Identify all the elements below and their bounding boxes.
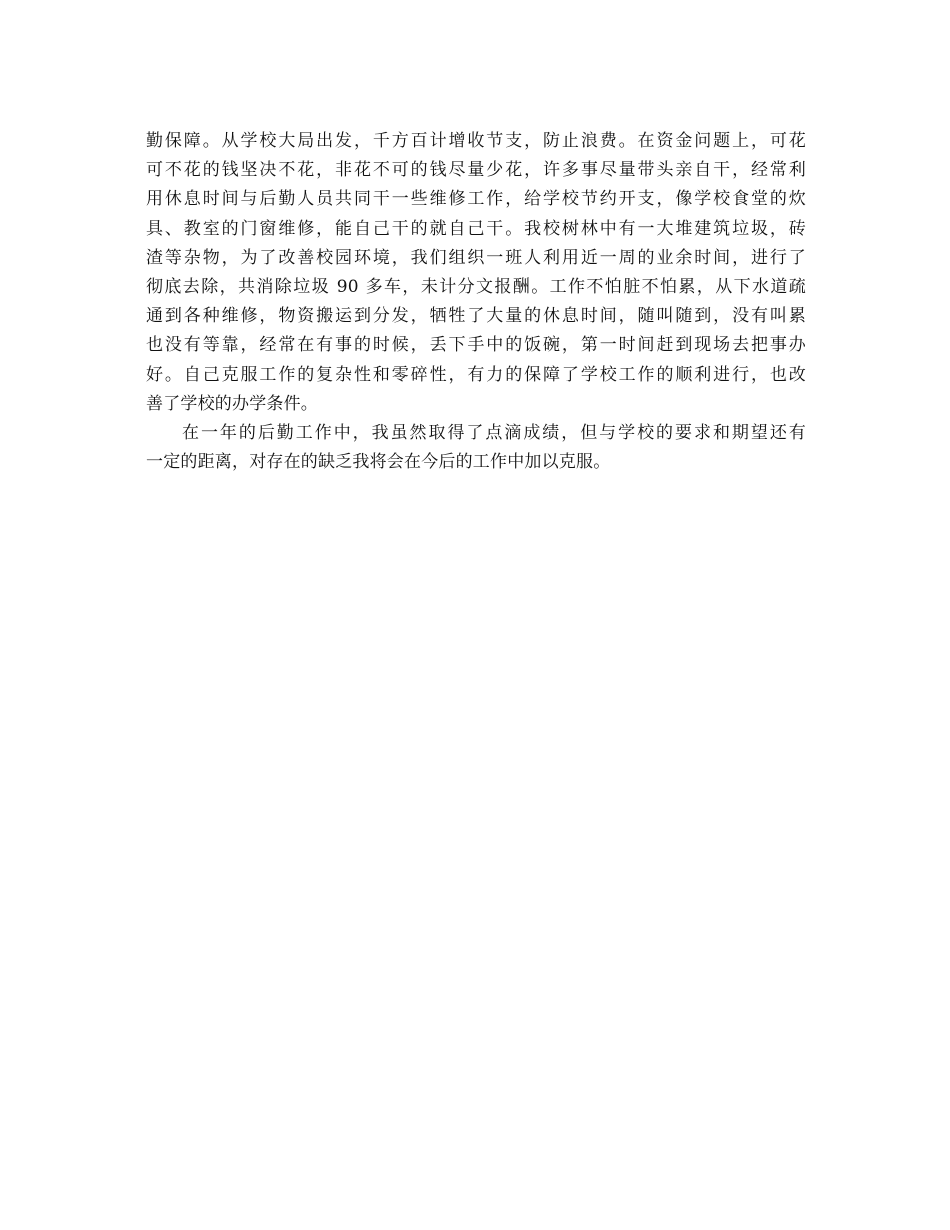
text-line: 善了学校的办学条件。 — [146, 393, 318, 414]
text-line: 具、教室的门窗维修，能自己干的就自己干。我校树林中有一大堆建筑垃圾，砖 — [146, 218, 806, 239]
text-line: 也没有等靠，经常在有事的时候，丢下手中的饭碗，第一时间赶到现场去把事办 — [146, 335, 806, 356]
text-line: 通到各种维修，物资搬运到分发，牺牲了大量的休息时间，随叫随到，没有叫累 — [146, 306, 806, 327]
document-body — [146, 127, 806, 477]
text-line: 彻底去除，共消除垃圾 90 多车，未计分文报酬。工作不怕脏不怕累，从下水道疏 — [146, 276, 806, 297]
text-line: 好。自己克服工作的复杂性和零碎性，有力的保障了学校工作的顺利进行，也改 — [146, 364, 806, 385]
paragraph-1 — [146, 127, 806, 419]
text-line: 一定的距离，对存在的缺乏我将会在今后的工作中加以克服。 — [146, 452, 611, 473]
text-line: 在一年的后勤工作中，我虽然取得了点滴成绩，但与学校的要求和期望还有 — [182, 422, 806, 443]
text-line: 用休息时间与后勤人员共同干一些维修工作，给学校节约开支，像学校食堂的炊 — [146, 189, 806, 210]
text-line: 渣等杂物，为了改善校园环境，我们组织一班人利用近一周的业余时间，进行了 — [146, 247, 806, 268]
paragraph-2 — [146, 419, 806, 477]
text-line: 可不花的钱坚决不花，非花不可的钱尽量少花，许多事尽量带头亲自干，经常利 — [146, 160, 806, 181]
text-line: 勤保障。从学校大局出发，千方百计增收节支，防止浪费。在资金问题上，可花 — [146, 131, 806, 151]
